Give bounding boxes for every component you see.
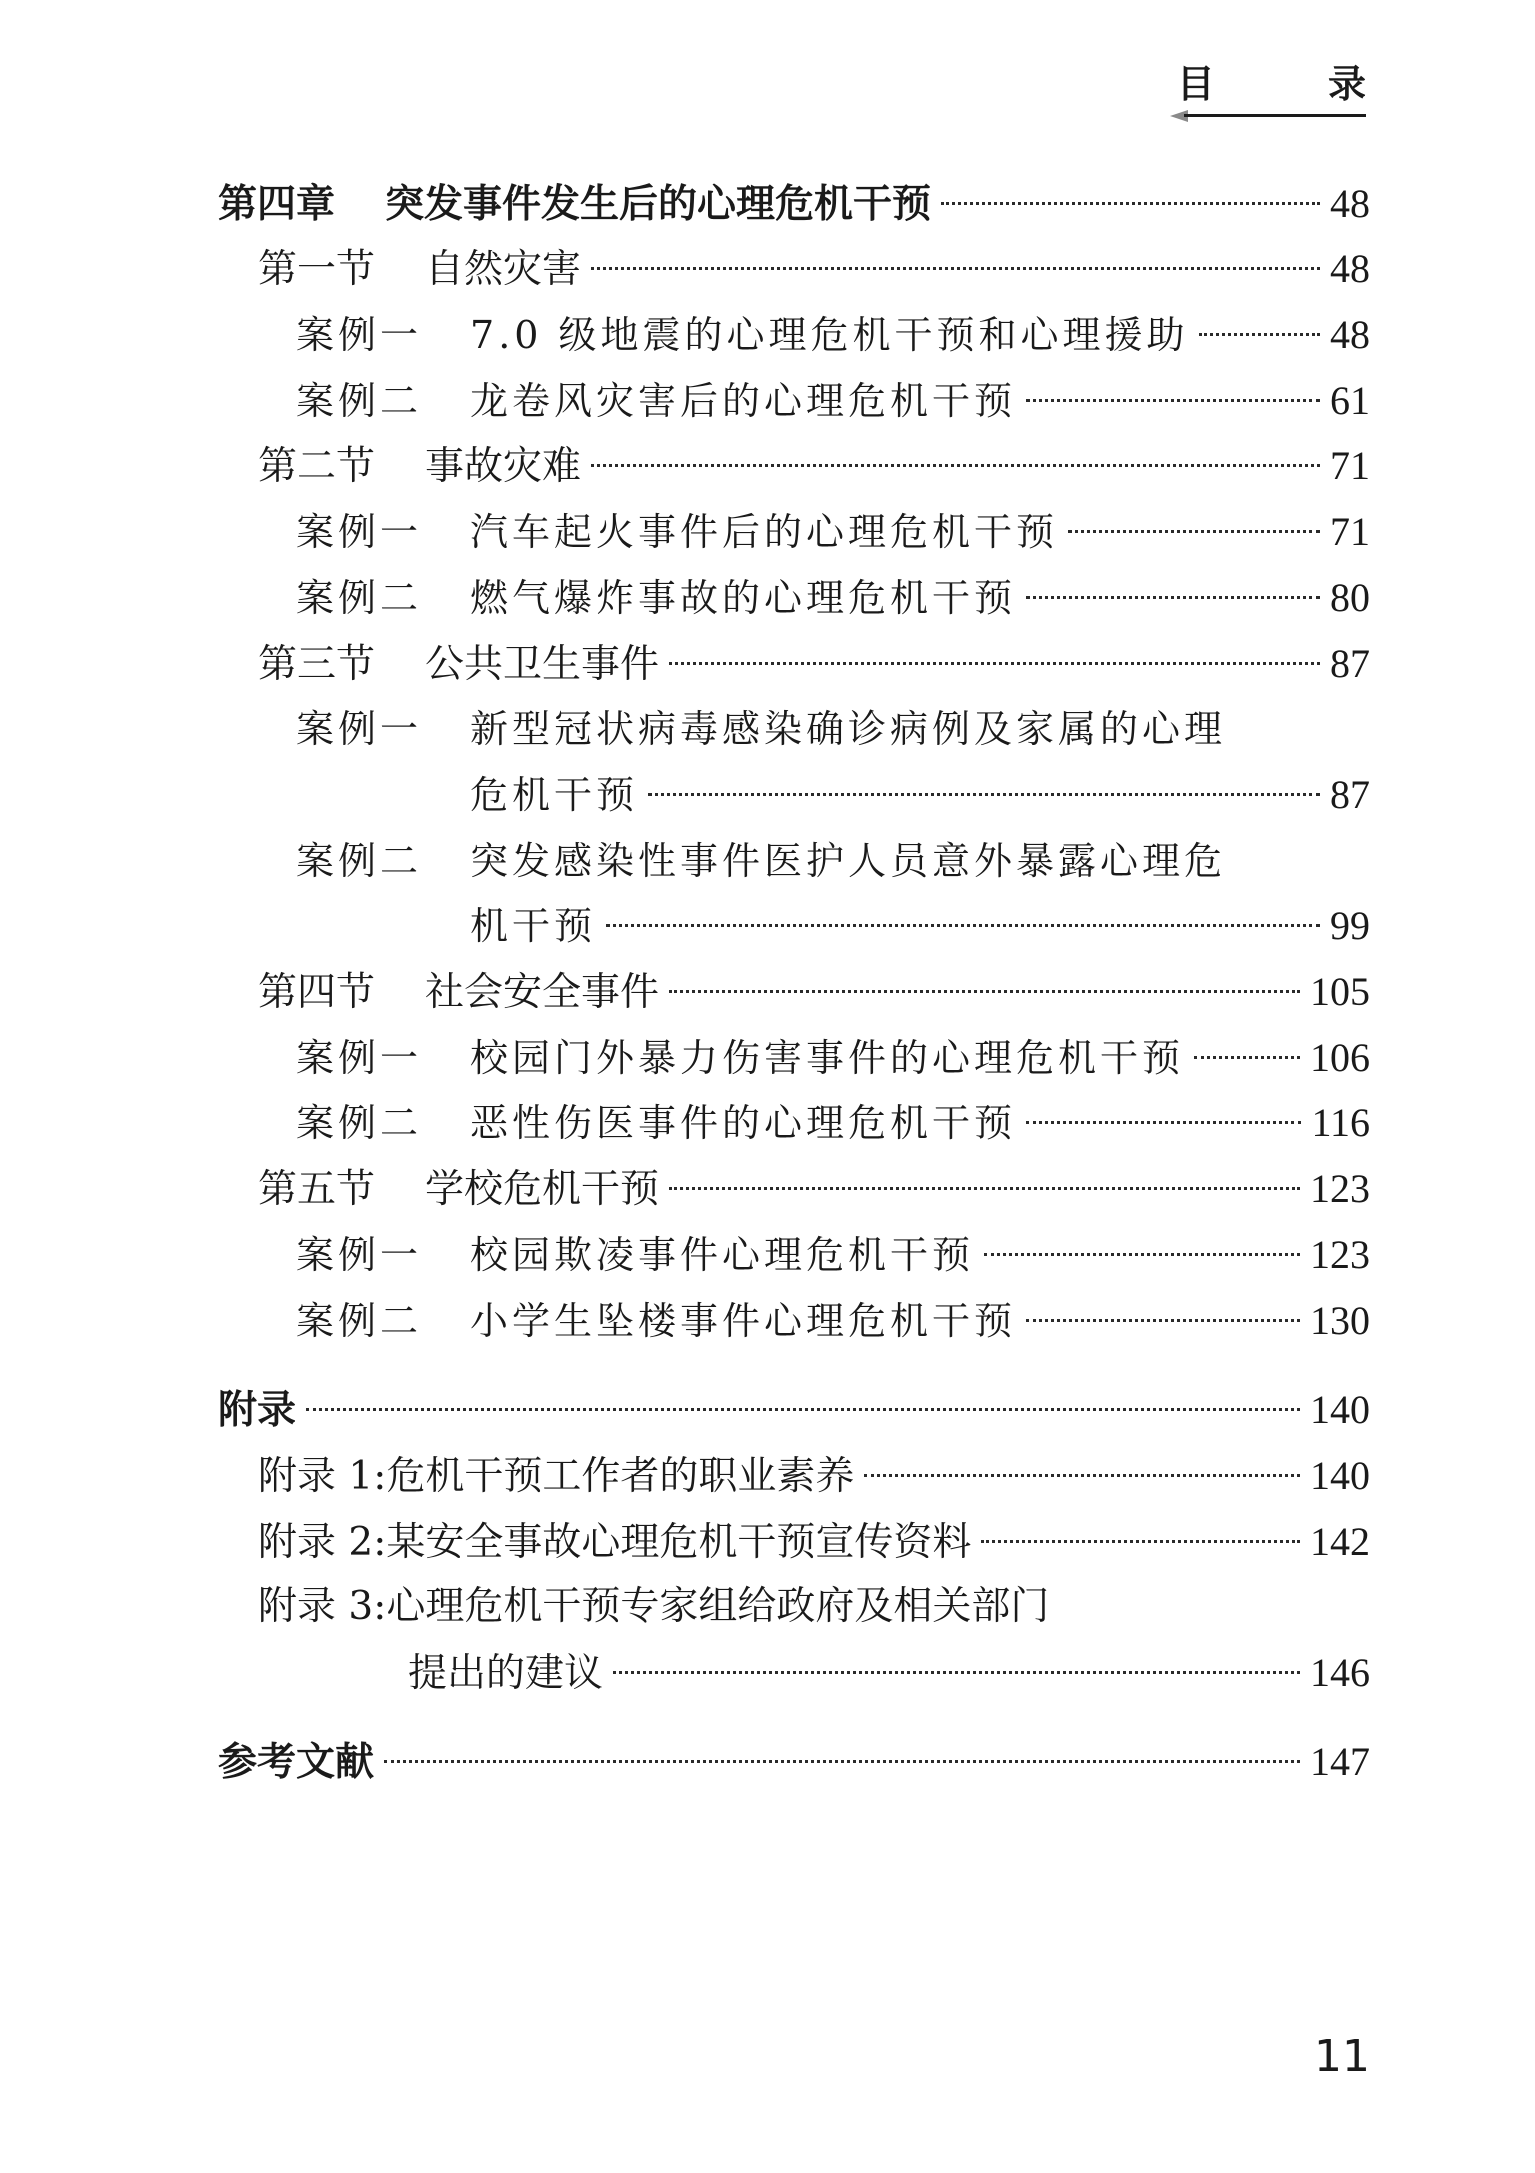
- page-ref: 87: [1330, 772, 1370, 817]
- case-label: 案例一: [296, 313, 423, 357]
- toc-case-5-2[interactable]: [296, 1296, 1370, 1346]
- page-ref: 123: [1310, 1166, 1370, 1211]
- appendix-item-title-line1: 心理危机干预专家组给政府及相关部门: [386, 1584, 1050, 1629]
- page-number: 11: [1314, 2031, 1370, 2082]
- case-label: 案例二: [296, 1101, 423, 1145]
- case-label: 案例二: [296, 839, 423, 883]
- leader-dots: [669, 1187, 1300, 1190]
- case-title-line1: 突发感染性事件医护人员意外暴露心理危: [470, 839, 1227, 883]
- case-label: 案例二: [296, 1299, 423, 1343]
- leader-dots: [306, 1408, 1300, 1411]
- toc-case-4-1[interactable]: [296, 1033, 1370, 1083]
- page-ref: 142: [1310, 1519, 1370, 1564]
- leader-dots: [669, 990, 1300, 993]
- section-title: 公共卫生事件: [425, 642, 660, 687]
- appendix-item-title-line2: 提出的建议: [408, 1651, 604, 1696]
- appendix-label: 附录 1:: [258, 1454, 387, 1499]
- leader-dots: [1199, 333, 1320, 336]
- section-label: 第一节: [258, 247, 376, 292]
- page-ref: 106: [1310, 1035, 1370, 1080]
- toc-section-2[interactable]: [258, 441, 1370, 491]
- toc-case-1-2[interactable]: [296, 376, 1370, 426]
- toc-appendix-3-line1[interactable]: [258, 1582, 1049, 1632]
- leader-dots: [1026, 596, 1320, 599]
- page-ref: 116: [1311, 1100, 1370, 1145]
- section-label: 第五节: [258, 1167, 376, 1212]
- page-ref: 48: [1330, 312, 1370, 357]
- appendix-title: 附录: [218, 1388, 297, 1433]
- leader-dots: [864, 1474, 1300, 1477]
- page-ref: 71: [1330, 443, 1370, 488]
- page-ref: 123: [1310, 1232, 1370, 1277]
- appendix-label: 附录 2:: [258, 1520, 387, 1565]
- section-label: 第四节: [258, 970, 376, 1015]
- page-ref: 130: [1310, 1298, 1370, 1343]
- toc-appendix-2[interactable]: [258, 1517, 1370, 1567]
- appendix-item-title: 危机干预工作者的职业素养: [386, 1454, 855, 1499]
- leader-dots: [981, 1540, 1300, 1543]
- section-title: 社会安全事件: [425, 970, 660, 1015]
- case-label: 案例一: [296, 510, 423, 554]
- toc-section-3[interactable]: [258, 639, 1370, 689]
- case-title: 校园门外暴力伤害事件的心理危机干预: [470, 1036, 1185, 1080]
- appendix-item-title: 某安全事故心理危机干预宣传资料: [386, 1520, 972, 1565]
- case-label: 案例一: [296, 1036, 423, 1080]
- page-ref: 140: [1310, 1387, 1370, 1432]
- page-ref: 48: [1330, 181, 1370, 226]
- chapter-label: 第四章: [218, 182, 336, 227]
- leader-dots: [1026, 1121, 1301, 1124]
- toc-section-1[interactable]: [258, 244, 1370, 294]
- leader-dots: [1026, 1319, 1300, 1322]
- leader-dots: [941, 202, 1320, 205]
- toc-appendix-3-line2[interactable]: [408, 1648, 1370, 1698]
- leader-dots: [1194, 1056, 1300, 1059]
- toc-section-5[interactable]: [258, 1164, 1370, 1214]
- case-title-line2: 危机干预: [470, 773, 639, 817]
- section-label: 第三节: [258, 642, 376, 687]
- case-label: 案例一: [296, 1233, 423, 1277]
- leader-dots: [1026, 399, 1320, 402]
- case-title: 燃气爆炸事故的心理危机干预: [470, 576, 1017, 620]
- case-label: 案例一: [296, 707, 423, 751]
- case-title: 7.0 级地震的心理危机干预和心理援助: [470, 313, 1189, 357]
- toc-case-2-2[interactable]: [296, 573, 1370, 623]
- page-ref: 71: [1330, 509, 1370, 554]
- running-header-label: 目 录: [1176, 62, 1416, 106]
- case-title: 恶性伤医事件的心理危机干预: [470, 1101, 1017, 1145]
- case-title: 龙卷风灾害后的心理危机干预: [470, 379, 1017, 423]
- toc-case-2-1[interactable]: [296, 507, 1370, 557]
- leader-dots: [1068, 530, 1320, 533]
- leader-dots: [606, 924, 1320, 927]
- case-title: 校园欺凌事件心理危机干预: [470, 1233, 975, 1277]
- running-header: [1170, 60, 1416, 122]
- leader-dots: [591, 464, 1320, 467]
- leader-dots: [591, 267, 1320, 270]
- page-ref: 61: [1330, 378, 1370, 423]
- case-label: 案例二: [296, 576, 423, 620]
- toc-case-5-1[interactable]: [296, 1230, 1370, 1280]
- leader-dots: [984, 1253, 1300, 1256]
- case-title-line2: 机干预: [470, 904, 597, 948]
- leader-dots: [384, 1760, 1300, 1763]
- page-ref: 147: [1310, 1739, 1370, 1784]
- toc-case-3-2-line1[interactable]: [296, 836, 1226, 886]
- page-ref: 146: [1310, 1650, 1370, 1695]
- section-label: 第二节: [258, 444, 376, 489]
- leader-dots: [669, 662, 1320, 665]
- page-ref: 80: [1330, 575, 1370, 620]
- toc-case-3-1-line1[interactable]: [296, 704, 1226, 754]
- leader-dots: [613, 1671, 1300, 1674]
- case-label: 案例二: [296, 379, 423, 423]
- toc-section-4[interactable]: [258, 967, 1370, 1017]
- toc-case-3-2-line2[interactable]: [470, 901, 1370, 951]
- page-ref: 87: [1330, 641, 1370, 686]
- toc-appendix-1[interactable]: [258, 1451, 1370, 1501]
- page-ref: 48: [1330, 246, 1370, 291]
- toc-case-4-2[interactable]: [296, 1098, 1370, 1148]
- page-ref: 99: [1330, 903, 1370, 948]
- toc-case-1-1[interactable]: [296, 310, 1370, 360]
- section-title: 学校危机干预: [425, 1167, 660, 1212]
- references-title: 参考文献: [218, 1740, 375, 1785]
- toc-case-3-1-line2[interactable]: [470, 770, 1370, 820]
- toc-references[interactable]: [218, 1737, 1370, 1787]
- case-title: 小学生坠楼事件心理危机干预: [470, 1299, 1017, 1343]
- appendix-label: 附录 3:: [258, 1584, 387, 1629]
- case-title: 汽车起火事件后的心理危机干预: [470, 510, 1059, 554]
- toc-appendix[interactable]: [218, 1385, 1370, 1435]
- section-title: 自然灾害: [425, 247, 582, 292]
- chapter-title: 突发事件发生后的心理危机干预: [385, 182, 932, 227]
- header-rule: [1184, 114, 1366, 117]
- leader-dots: [648, 793, 1320, 796]
- page-ref: 140: [1310, 1453, 1370, 1498]
- page-ref: 105: [1310, 969, 1370, 1014]
- case-title-line1: 新型冠状病毒感染确诊病例及家属的心理: [470, 707, 1227, 751]
- section-title: 事故灾难: [425, 444, 582, 489]
- toc-chapter-4[interactable]: [218, 179, 1370, 229]
